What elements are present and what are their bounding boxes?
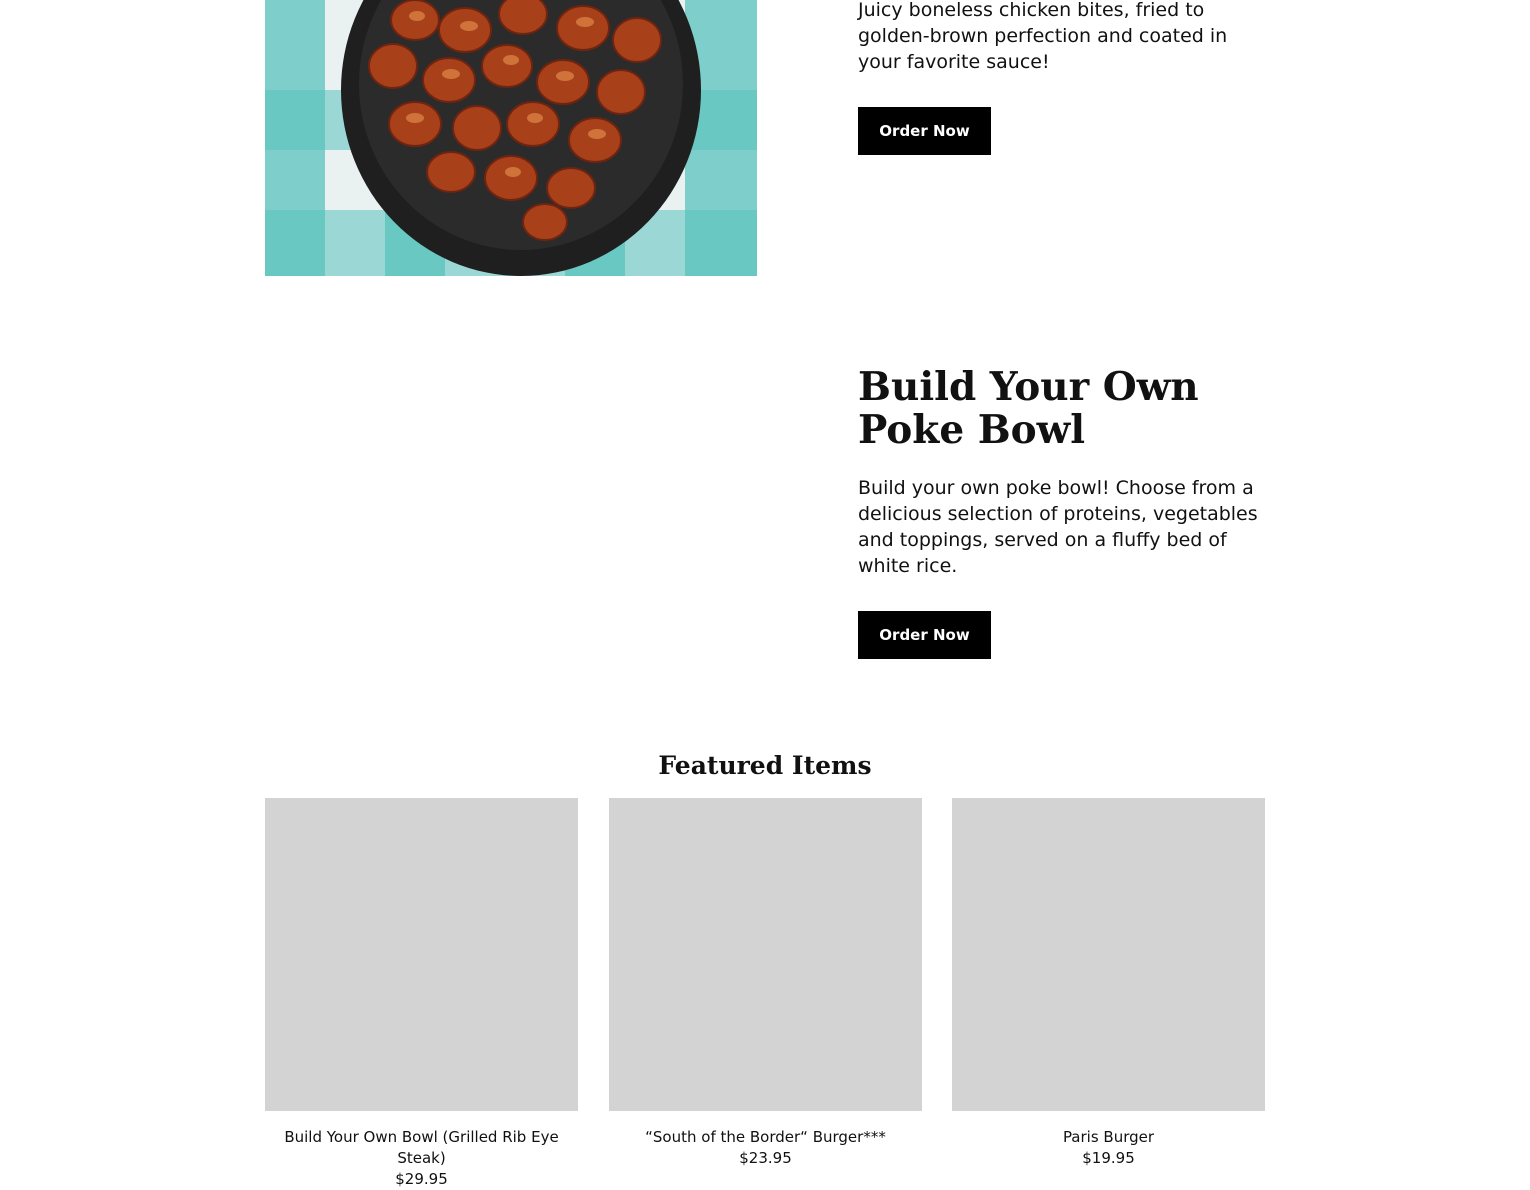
poke-bowl-description: Build your own poke bowl! Choose from a delicious selection of proteins, vegetables and toppings, served on a fluffy bed of white rice. bbox=[858, 477, 1258, 577]
boneless-wings-photo bbox=[265, 0, 757, 276]
order-now-button-poke[interactable]: Order Now bbox=[858, 611, 991, 659]
item-image-placeholder bbox=[952, 798, 1265, 1111]
poke-bowl-title: Build Your Own Poke Bowl bbox=[858, 364, 1199, 453]
order-now-button-wings[interactable]: Order Now bbox=[858, 107, 991, 155]
featured-items-heading: Featured Items bbox=[658, 751, 872, 780]
item-image-placeholder bbox=[609, 798, 922, 1111]
wings-description: Juicy boneless chicken bites, fried to golden-brown perfection and coated in your favorite sauce! bbox=[858, 0, 1228, 73]
item-price: $23.95 bbox=[739, 1149, 792, 1167]
featured-item-card[interactable] bbox=[952, 798, 1265, 1169]
featured-item-card[interactable] bbox=[265, 798, 578, 1190]
item-name: Paris Burger bbox=[1062, 1128, 1155, 1146]
item-price: $29.95 bbox=[395, 1170, 448, 1188]
item-name: Build Your Own Bowl (Grilled Rib Eye Steak) bbox=[284, 1128, 559, 1167]
featured-item-card[interactable] bbox=[609, 798, 922, 1169]
item-name: “South of the Border“ Burger*** bbox=[645, 1128, 886, 1146]
item-price: $19.95 bbox=[1082, 1149, 1135, 1167]
item-image-placeholder bbox=[265, 798, 578, 1111]
